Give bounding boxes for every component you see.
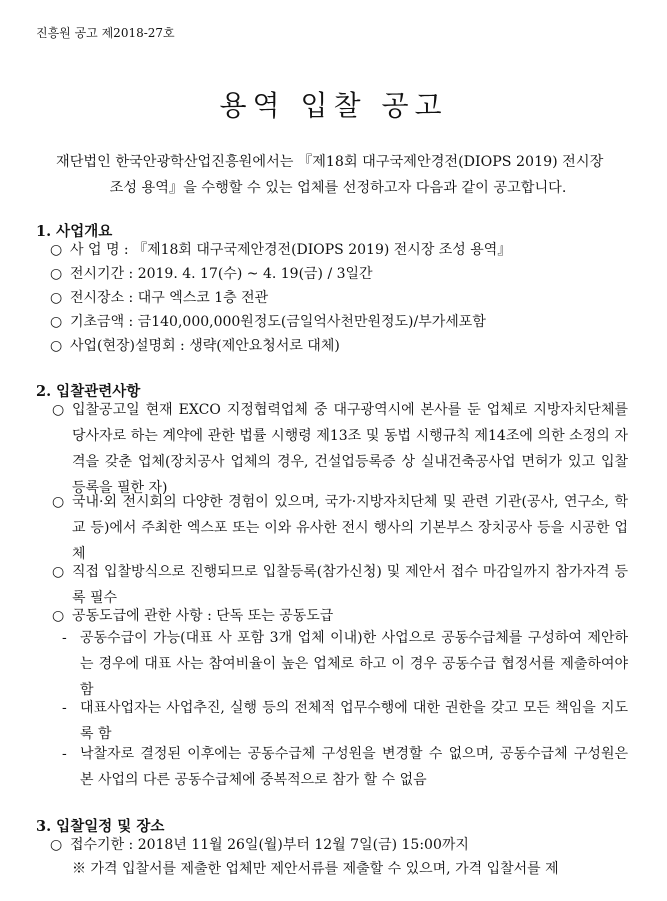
- section-3-title: 3. 입찰일정 및 장소: [36, 818, 165, 835]
- circle-bullet-icon: ○: [50, 837, 63, 853]
- circle-bullet-icon: ○: [50, 290, 63, 306]
- page-title: 용역 입찰 공고: [219, 89, 448, 122]
- overview-item-base-amount: ○ 기초금액 : 금140,000,000원정도(금일억사천만원정도)/부가세포함: [50, 309, 630, 335]
- dash-bullet: -: [62, 746, 67, 762]
- intro-line-2: 조성 용역』을 수행할 수 있는 업체를 선정하고자 다음과 같이 공고합니다.: [109, 180, 567, 196]
- eligibility-paragraph-1: ○ 입찰공고일 현재 EXCO 지정협력업체 중 대구광역시에 본사를 둔 업체로 지방자치단체를 당사자로 하는 계약에 관한 법률 시행령 제13조 및 동법 시행규칙 제14조에 의한 소정의 자격을 갖춘 업체(장치공사 업체의 경우, 건설업등록증 상 실내건축공사업 면허가 있고 입찰 등록을 필한 자): [52, 397, 628, 501]
- joint-contract-detail-1: - 공동수급이 가능(대표 사 포함 3개 업체 이내)한 사업으로 공동수급체를 구성하여 제안하는 경우에 대표 사는 참여비율이 높은 업체로 하고 이 경우 공동수급 협정서를 제출하여야 함: [62, 625, 628, 703]
- section-2-title: 2. 입찰관련사항: [36, 383, 141, 400]
- overview-item-briefing: ○ 사업(현장)설명회 : 생략(제안요청서로 대체): [50, 333, 630, 359]
- schedule-item-deadline: ○ 접수기한 : 2018년 11월 26일(월)부터 12월 7일(금) 15:00까지: [50, 832, 630, 858]
- dash-bullet: -: [62, 700, 67, 716]
- eligibility-paragraph-3: ○ 직접 입찰방식으로 진행되므로 입찰등록(참가신청) 및 제안서 접수 마감일까지 참가자격 등록 필수: [52, 559, 628, 611]
- dash-bullet: -: [62, 630, 67, 646]
- circle-bullet-icon: ○: [50, 242, 63, 258]
- circle-bullet-icon: ○: [50, 338, 63, 354]
- joint-contract-detail-3: - 낙찰자로 결정된 이후에는 공동수급체 구성원을 변경할 수 없으며, 공동수급체 구성원은 본 사업의 다른 공동수급체에 중복적으로 참가 할 수 없음: [62, 741, 628, 793]
- circle-bullet-icon: ○: [50, 266, 63, 282]
- circle-bullet-icon: ○: [52, 564, 65, 580]
- overview-item-period: ○ 전시기간 : 2019. 4. 17(수) ~ 4. 19(금) / 3일간: [50, 261, 630, 287]
- circle-bullet-icon: ○: [52, 494, 65, 510]
- joint-contract-detail-2: - 대표사업자는 사업추진, 실행 등의 전체적 업무수행에 대한 권한을 갖고 모든 책임을 지도록 함: [62, 695, 628, 747]
- intro-paragraph: [48, 149, 628, 201]
- eligibility-paragraph-2: ○ 국내·외 전시회의 다양한 경험이 있으며, 국가·지방자치단체 및 관련 기관(공사, 연구소, 학교 등)에서 주최한 엑스포 또는 이와 유사한 전시 행사의 기본부스 장치공사 등을 시공한 업체: [52, 489, 628, 567]
- overview-item-project-name: ○ 사 업 명 : 『제18회 대구국제안경전(DIOPS 2019) 전시장 조성 용역』: [50, 237, 630, 263]
- circle-bullet-icon: ○: [52, 608, 65, 624]
- intro-line-1: 재단법인 한국안광학산업진흥원에서는 『제18회 대구국제안경전(DIOPS 2019) 전시장: [56, 154, 604, 170]
- schedule-note: ※ 가격 입찰서를 제출한 업체만 제안서류를 제출할 수 있으며, 가격 입찰서를 제: [72, 861, 559, 877]
- overview-item-venue: ○ 전시장소 : 대구 엑스코 1층 전관: [50, 285, 630, 311]
- section-1-title: 1. 사업개요: [36, 223, 113, 240]
- circle-bullet-icon: ○: [52, 402, 65, 418]
- joint-contract-heading: ○ 공동도급에 관한 사항 : 단독 또는 공동도급: [52, 603, 628, 629]
- document-number: 진흥원 공고 제2018-27호: [36, 26, 175, 40]
- circle-bullet-icon: ○: [50, 314, 63, 330]
